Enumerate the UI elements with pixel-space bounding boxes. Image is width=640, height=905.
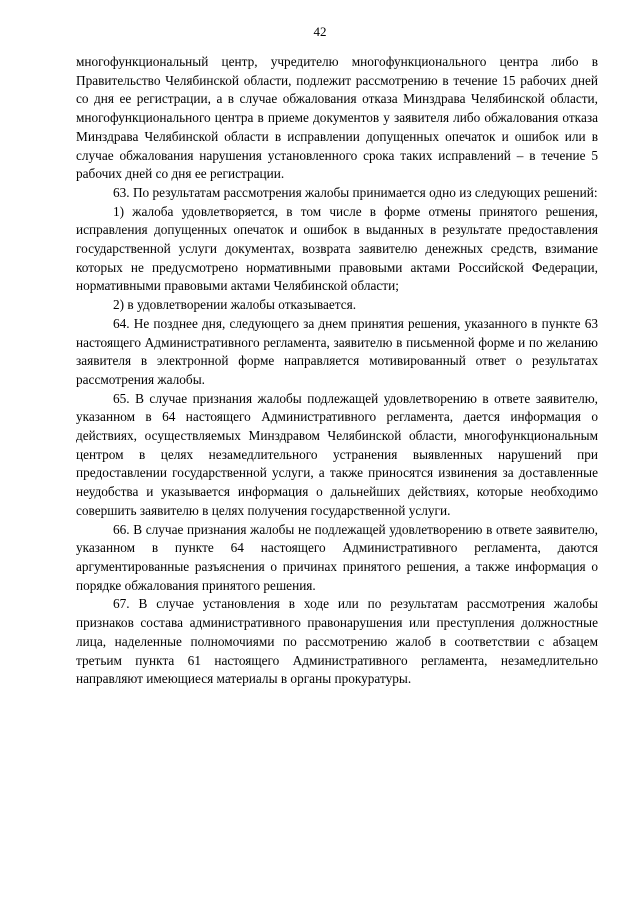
paragraph-item-67: 67. В случае установления в ходе или по результатам рассмотрения жалобы признаков состава административного правонарушения или преступления должностные лица, наделенные полномочиями по рассмотрению жалоб в соответствии с абзацем третьим пункта 61 настоящего Административного регламента, незамедлительно направляют имеющиеся материалы в органы прокуратуры.	[76, 596, 598, 687]
paragraph-continuation: многофункциональный центр, учредителю многофункционального центра либо в Правительство Челябинской области, подлежит рассмотрению в течение 15 рабочих дней со дня ее регистрации, а в случае обжалования отказа Минздрава Челябинской области, многофункционального центра в приеме документов у заявителя либо обжалования отказа Минздрава Челябинской области в исправлении допущенных опечаток и ошибок или в случае обжалования нарушения установленного срока таких исправлений – в течение 5 рабочих дней со дня ее регистрации.	[76, 54, 598, 182]
paragraph-item-65: 65. В случае признания жалобы подлежащей удовлетворению в ответе заявителю, указанном в 64 настоящего Административного регламента, дается информация о действиях, осуществляемых Минздравом Челябинской области, многофункциональным центром в целях незамедлительного устранения выявленных нарушений при предоставлении государственной услуги, а также приносятся извинения за доставленные неудобства и указывается информация о дальнейших действиях, которые необходимо совершить заявителю в целях получения государственной услуги.	[76, 390, 598, 518]
paragraph-item-66: 66. В случае признания жалобы не подлежащей удовлетворению в ответе заявителю, указанном в пункте 64 настоящего Административного регламента, даются аргументированные разъяснения о причинах принятого решения, а также информация о порядке обжалования принятого решения.	[76, 521, 598, 593]
paragraph-subitem-1: 1) жалоба удовлетворяется, в том числе в форме отмены принятого решения, исправления допущенных опечаток и ошибок в выданных в результате предоставления государственной услуги документах, возврата заявителю денежных средств, взимание которых не предусмотрено нормативными правовыми актами Российской Федерации, нормативными правовыми актами Челябинской области;	[76, 203, 598, 294]
page-number: 42	[313, 24, 327, 39]
paragraph-item-64: 64. Не позднее дня, следующего за днем принятия решения, указанного в пункте 63 настоящего Административного регламента, заявителю в письменной форме и по желанию заявителя в электронной форме направляется мотивированный ответ о результатах рассмотрения жалобы.	[76, 315, 598, 387]
paragraph-subitem-2: 2) в удовлетворении жалобы отказывается.	[113, 297, 357, 313]
paragraph-item-63: 63. По результатам рассмотрения жалобы принимается одно из следующих решений:	[113, 184, 598, 200]
document-body	[76, 53, 598, 689]
